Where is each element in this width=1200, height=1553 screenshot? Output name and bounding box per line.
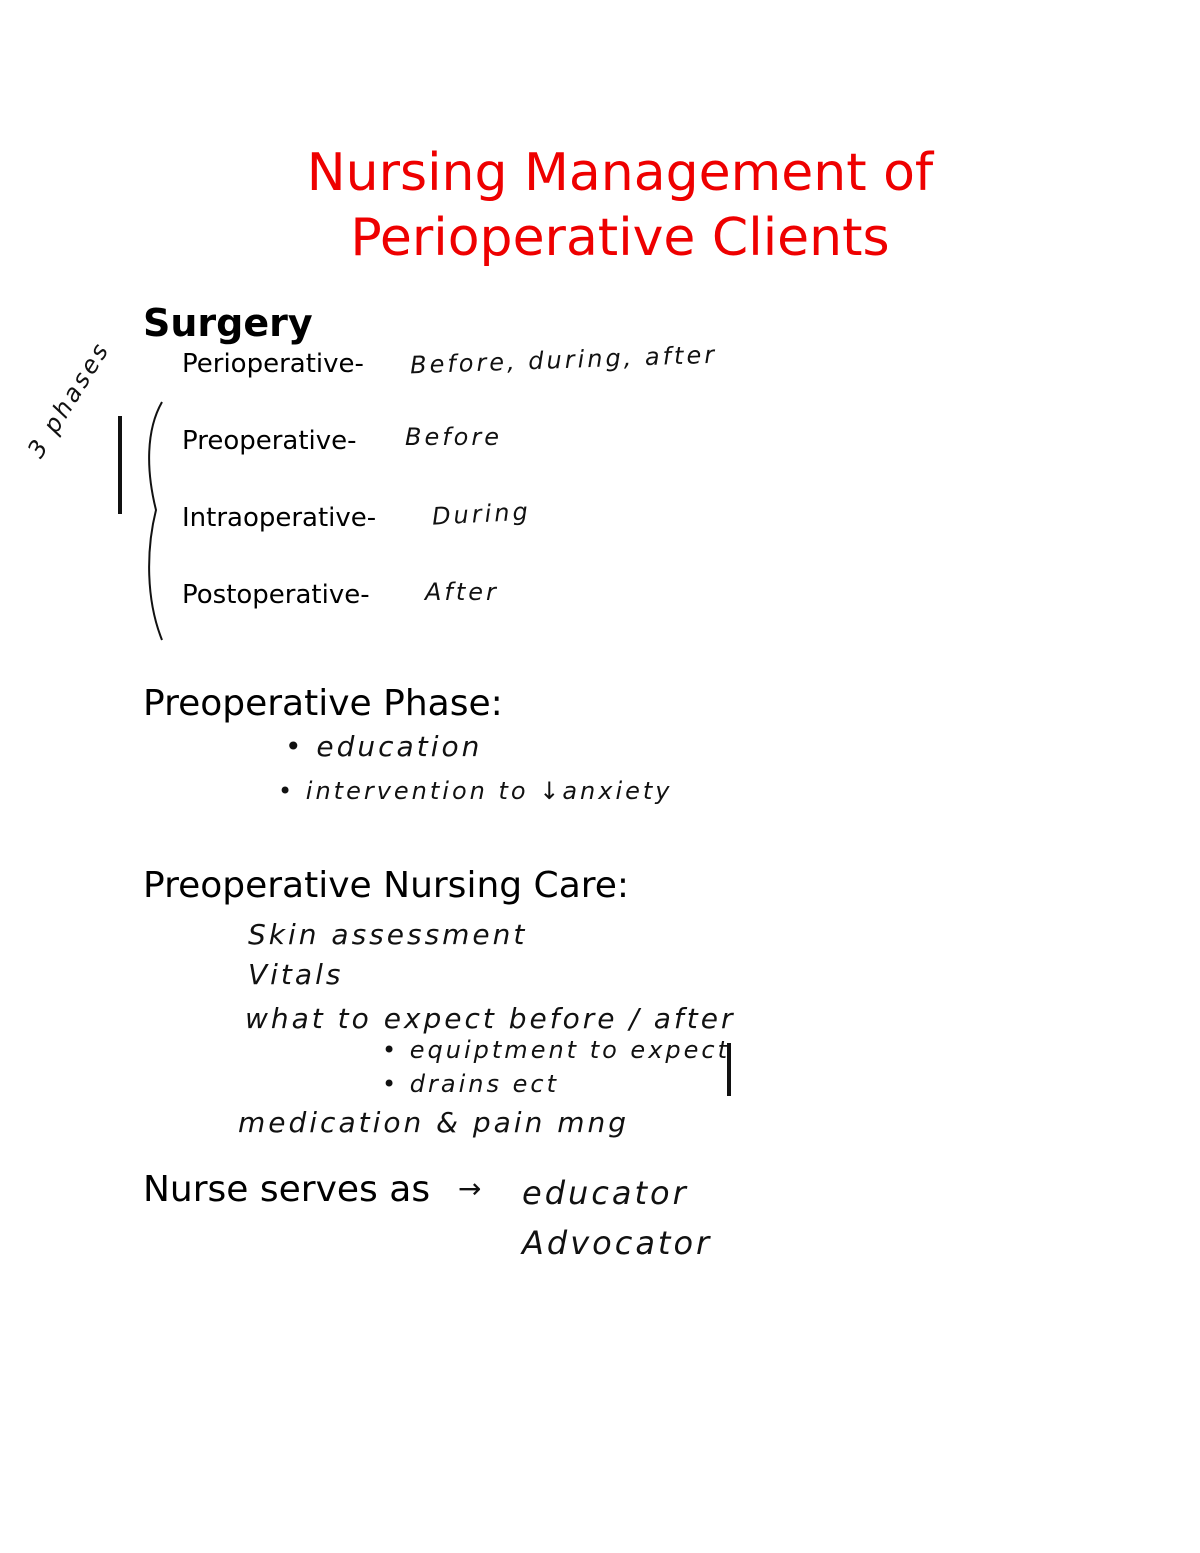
- note-skin-assessment: Skin assessment: [248, 918, 528, 951]
- note-postoperative: After: [425, 578, 499, 606]
- section-preoperative-nursing-care: Preoperative Nursing Care:: [143, 865, 630, 906]
- note-education: • education: [285, 730, 483, 763]
- section-preoperative-phase: Preoperative Phase:: [143, 683, 503, 724]
- term-intraoperative: Intraoperative-: [182, 503, 377, 533]
- note-preoperative: Before: [405, 423, 502, 451]
- term-perioperative: Perioperative-: [182, 349, 364, 379]
- term-preoperative: Preoperative-: [182, 426, 357, 456]
- role-advocator: Advocator: [522, 1224, 713, 1262]
- arrow-right-icon: →: [458, 1172, 485, 1205]
- note-what-to-expect: what to expect before / after: [245, 1002, 736, 1035]
- page-title-line-1: Nursing Management of: [306, 143, 934, 203]
- role-educator: educator: [522, 1174, 689, 1212]
- term-postoperative: Postoperative-: [182, 580, 370, 610]
- note-medication-pain: medication & pain mng: [238, 1106, 630, 1139]
- note-equipment: • equiptment to expect: [382, 1036, 730, 1064]
- note-intraoperative: During: [431, 497, 532, 531]
- note-intervention-anxiety: • intervention to ↓anxiety: [278, 777, 673, 805]
- page-title-line-2: Perioperative Clients: [350, 208, 890, 268]
- side-note-phases: 3 phases: [22, 336, 116, 463]
- surgery-heading: Surgery: [143, 301, 313, 345]
- note-vitals: Vitals: [248, 958, 344, 991]
- note-perioperative: Before, during, after: [409, 340, 718, 380]
- section-nurse-serves-as: Nurse serves as: [143, 1169, 431, 1210]
- note-drains: • drains ect: [382, 1070, 559, 1098]
- brace-mark: [149, 402, 162, 640]
